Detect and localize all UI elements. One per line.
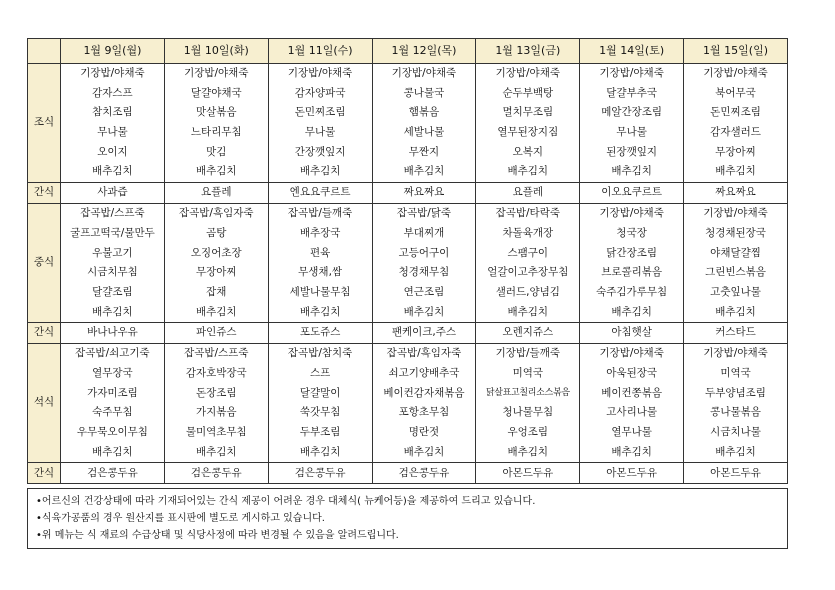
menu-item: 기장밥/야채죽 — [287, 67, 353, 79]
notes-box — [27, 488, 788, 549]
menu-item: 느타리무침 — [190, 126, 242, 139]
menu-item: 배추김치 — [195, 305, 237, 318]
menu-item: 배추김치 — [611, 445, 652, 458]
menu-item: 시금치무침 — [87, 266, 138, 279]
menu-item: 돈민찌조림 — [294, 106, 346, 119]
menu-item: 연근조림 — [403, 285, 445, 298]
snack-cell: 짜요짜요 — [684, 183, 788, 204]
snack-cell: 파인쥬스 — [164, 323, 268, 344]
menu-item: 잡곡밥/타락죽 — [495, 207, 560, 220]
menu-cell — [372, 344, 476, 463]
menu-item: 쇠고기양배추국 — [388, 366, 460, 379]
menu-cell — [684, 64, 788, 183]
menu-item: 청국장 — [616, 226, 647, 239]
snack-cell: 아침햇살 — [580, 323, 684, 344]
snack-cell: 오렌지쥬스 — [476, 323, 580, 344]
header-row — [28, 39, 788, 64]
note-line: •식육가공품의 경우 원산지를 표시판에 별도로 게시하고 있습니다. — [36, 513, 325, 524]
snack-cell: 팬케이크,주스 — [372, 323, 476, 344]
menu-cell — [164, 204, 268, 323]
menu-item: 배추김치 — [507, 445, 549, 458]
menu-item: 차돌육개장 — [502, 226, 554, 239]
menu-item: 배추김치 — [92, 305, 133, 318]
menu-item: 달걀야채국 — [190, 86, 242, 99]
menu-item: 배추김치 — [715, 445, 756, 458]
header-day: 1월 14일(토) — [580, 39, 684, 64]
menu-item: 돈민찌조림 — [710, 106, 761, 119]
menu-cell — [372, 204, 476, 323]
menu-item: 기장밥/야채죽 — [599, 67, 664, 79]
menu-item: 얼갈이고추장무침 — [487, 266, 569, 279]
menu-item: 야채달걀찜 — [710, 246, 761, 259]
menu-item: 잡곡밥/쇠고기죽 — [75, 347, 150, 360]
menu-item: 세발나물 — [403, 126, 445, 139]
header-day: 1월 11일(수) — [268, 39, 372, 64]
menu-item: 편육 — [309, 246, 331, 259]
snack-cell: 바나나우유 — [61, 323, 165, 344]
meal-row-dinner — [28, 344, 788, 463]
header-day: 1월 10일(화) — [164, 39, 268, 64]
menu-item: 배추김치 — [611, 305, 652, 318]
menu-item: 기장밥/야채죽 — [184, 67, 249, 79]
menu-cell — [268, 64, 372, 183]
menu-cell — [476, 344, 580, 463]
menu-item: 순두부백탕 — [502, 86, 554, 99]
snack-cell: 아몬드두유 — [580, 463, 684, 484]
snack-row — [28, 323, 788, 344]
menu-item: 곰탕 — [206, 226, 227, 239]
menu-item: 고사리나물 — [606, 406, 657, 419]
menu-item: 청경채무침 — [398, 266, 450, 279]
menu-item: 배추김치 — [715, 305, 756, 318]
meal-row-lunch — [28, 204, 788, 323]
menu-item: 스팸구이 — [507, 246, 549, 259]
snack-cell: 커스타드 — [684, 323, 788, 344]
menu-item: 두부조림 — [299, 426, 341, 438]
menu-item: 참치조림 — [92, 106, 133, 119]
menu-item: 숙주무침 — [92, 406, 133, 419]
snack-cell: 사과즙 — [61, 183, 165, 204]
menu-cell — [61, 344, 165, 463]
menu-item: 배추김치 — [611, 165, 652, 178]
menu-item: 기장밥/야채죽 — [703, 207, 768, 220]
menu-item: 무장아찌 — [195, 266, 237, 279]
menu-item: 된장깻잎지 — [606, 145, 657, 158]
menu-item: 배추김치 — [507, 305, 549, 318]
menu-item: 달걀말이 — [299, 386, 341, 399]
menu-item: 기장밥/야채죽 — [703, 67, 768, 79]
menu-item: 두부양념조림 — [705, 386, 766, 399]
menu-cell — [684, 204, 788, 323]
menu-item: 배추김치 — [403, 305, 445, 318]
snack-cell: 포도쥬스 — [268, 323, 372, 344]
menu-item: 배추김치 — [92, 165, 133, 178]
menu-item: 배추김치 — [195, 165, 237, 178]
meal-label: 중식 — [28, 204, 61, 323]
menu-item: 배추김치 — [403, 165, 445, 178]
menu-item: 닭간장조림 — [606, 246, 657, 259]
menu-item: 쑥갓무침 — [299, 406, 341, 419]
menu-table — [27, 38, 788, 484]
menu-item: 우엉조림 — [507, 426, 549, 438]
snack-cell: 검은콩두유 — [164, 463, 268, 484]
menu-item: 미역국 — [512, 366, 544, 379]
menu-item: 잡곡밥/스프죽 — [184, 347, 249, 360]
menu-item: 무장아찌 — [715, 145, 756, 158]
header-day: 1월 12일(목) — [372, 39, 476, 64]
menu-item: 베이컨감자채볶음 — [383, 386, 465, 399]
snack-cell: 검은콩두유 — [268, 463, 372, 484]
menu-item: 배추김치 — [92, 445, 133, 458]
menu-cell — [580, 204, 684, 323]
menu-item: 배추김치 — [507, 165, 549, 178]
menu-item: 잡채 — [206, 285, 227, 298]
menu-item: 기장밥/야채죽 — [80, 67, 145, 79]
menu-item: 브로콜리볶음 — [601, 266, 663, 279]
menu-item: 북어무국 — [715, 86, 756, 99]
snack-cell: 이오요쿠르트 — [580, 183, 684, 204]
menu-item: 기장밥/야채죽 — [391, 67, 457, 79]
menu-cell — [61, 64, 165, 183]
meal-label: 석식 — [28, 344, 61, 463]
menu-item: 잡곡밥/흑임자죽 — [178, 207, 254, 220]
header-day: 1월 13일(금) — [476, 39, 580, 64]
snack-cell: 검은콩두유 — [372, 463, 476, 484]
menu-item: 배추김치 — [299, 445, 341, 458]
menu-item: 청경채된장국 — [705, 226, 766, 239]
menu-item: 포항초무침 — [398, 406, 450, 419]
menu-item: 배추김치 — [299, 305, 341, 318]
menu-item: 샐러드,양념김 — [495, 285, 560, 298]
snack-cell: 요플레 — [476, 183, 580, 204]
menu-cell — [164, 344, 268, 463]
menu-item: 배추김치 — [403, 445, 445, 458]
menu-item: 기장밥/야채죽 — [599, 207, 664, 220]
menu-item: 굴프고떡국/물만두 — [70, 226, 155, 239]
menu-cell — [164, 64, 268, 183]
menu-item: 달걀부추국 — [606, 86, 657, 99]
menu-cell — [268, 204, 372, 323]
menu-item: 무나물 — [616, 126, 647, 139]
meal-label: 간식 — [28, 323, 61, 344]
menu-item: 물미역초무침 — [185, 426, 247, 438]
header-day: 1월 15일(일) — [684, 39, 788, 64]
menu-item: 열무나물 — [611, 426, 652, 438]
menu-item: 햄볶음 — [408, 106, 440, 119]
menu-item: 콩나물볶음 — [710, 406, 761, 419]
snack-row — [28, 183, 788, 204]
menu-item: 고춧잎나물 — [710, 285, 761, 298]
menu-item: 열무장국 — [92, 366, 133, 379]
menu-cell — [476, 64, 580, 183]
menu-item: 간장깻잎지 — [294, 145, 346, 158]
menu-item: 감자샐러드 — [710, 126, 761, 139]
snack-cell: 검은콩두유 — [61, 463, 165, 484]
menu-item: 멸치무조림 — [502, 106, 554, 119]
menu-cell — [580, 344, 684, 463]
snack-cell: 엔요요쿠르트 — [268, 183, 372, 204]
menu-item: 명란젓 — [408, 426, 440, 438]
menu-item: 청나물무침 — [502, 406, 554, 419]
menu-cell — [476, 204, 580, 323]
menu-item: 오징어초장 — [190, 246, 242, 259]
menu-item: 기장밥/들깨죽 — [495, 347, 560, 360]
menu-cell — [684, 344, 788, 463]
menu-item: 잡곡밥/들깨죽 — [287, 207, 353, 220]
meal-label: 간식 — [28, 463, 61, 484]
menu-item: 베이컨쫑볶음 — [601, 386, 663, 399]
snack-cell: 요플레 — [164, 183, 268, 204]
menu-item: 돈장조림 — [195, 386, 237, 399]
menu-item: 메알간장조림 — [601, 106, 663, 119]
menu-item: 무나물 — [304, 126, 336, 139]
meal-row-breakfast — [28, 64, 788, 183]
menu-item: 맛김 — [206, 145, 227, 158]
menu-item: 잡곡밥/스프죽 — [80, 207, 145, 220]
menu-item: 부대찌개 — [403, 226, 445, 239]
header-corner — [28, 39, 61, 64]
header-day: 1월 9일(월) — [61, 39, 165, 64]
menu-item: 잡곡밥/흑임자죽 — [386, 347, 462, 360]
menu-item: 콩나물국 — [403, 86, 445, 99]
menu-cell — [268, 344, 372, 463]
menu-item: 가지볶음 — [195, 406, 237, 419]
menu-item: 그린빈스볶음 — [705, 266, 766, 279]
menu-item: 감자호박장국 — [185, 366, 247, 379]
menu-item: 우무묵오이무침 — [76, 426, 148, 438]
menu-item: 스프 — [309, 366, 331, 379]
menu-item: 잡곡밥/참치죽 — [287, 347, 353, 360]
menu-item: 아욱된장국 — [606, 366, 657, 379]
snack-cell: 아몬드두유 — [684, 463, 788, 484]
menu-item: 고등어구이 — [398, 246, 450, 259]
menu-item: 배추김치 — [299, 165, 341, 178]
menu-item: 열무된장지짐 — [497, 126, 559, 139]
menu-item: 잡곡밥/닭죽 — [396, 207, 452, 220]
menu-cell — [372, 64, 476, 183]
menu-item: 가자미조림 — [87, 386, 138, 399]
menu-item: 오복지 — [512, 145, 544, 158]
menu-item: 맛살볶음 — [195, 106, 237, 119]
menu-item: 달걀조림 — [92, 285, 133, 298]
menu-item: 기장밥/야채죽 — [703, 347, 768, 360]
menu-item: 감자양파국 — [294, 86, 346, 99]
meal-label: 간식 — [28, 183, 61, 204]
note-line: •위 메뉴는 식 재료의 수급상태 및 식당사정에 따라 변경될 수 있음을 알려드립니다. — [36, 530, 399, 541]
menu-item: 기장밥/야채죽 — [599, 347, 664, 360]
menu-item: 배추장국 — [299, 226, 341, 239]
menu-item: 미역국 — [720, 366, 751, 379]
menu-item: 시금치나물 — [710, 426, 761, 438]
menu-item: 숙주김가루무침 — [596, 285, 668, 298]
menu-item: 기장밥/야채죽 — [495, 67, 560, 79]
snack-row — [28, 463, 788, 484]
note-line: •어르신의 건강상태에 따라 기재되어있는 간식 제공이 어려운 경우 대체식( 뉴케어등)을 제공하여 드리고 있습니다. — [36, 496, 536, 507]
snack-cell: 아몬드두유 — [476, 463, 580, 484]
menu-item: 무나물 — [97, 126, 128, 139]
snack-cell: 짜요짜요 — [372, 183, 476, 204]
menu-item: 배추김치 — [195, 445, 237, 458]
menu-cell — [580, 64, 684, 183]
menu-item: 감자스프 — [92, 86, 133, 99]
meal-label: 조식 — [28, 64, 61, 183]
menu-cell — [61, 204, 165, 323]
menu-item: 세발나물무침 — [289, 285, 351, 298]
menu-item: 무생채,쌈 — [298, 266, 343, 279]
menu-item: 닭살표고칠리소스볶음 — [485, 387, 570, 398]
menu-item: 배추김치 — [715, 165, 756, 178]
menu-item: 우불고기 — [92, 246, 133, 259]
menu-item: 무짠지 — [408, 145, 440, 158]
menu-item: 오이지 — [97, 145, 128, 158]
